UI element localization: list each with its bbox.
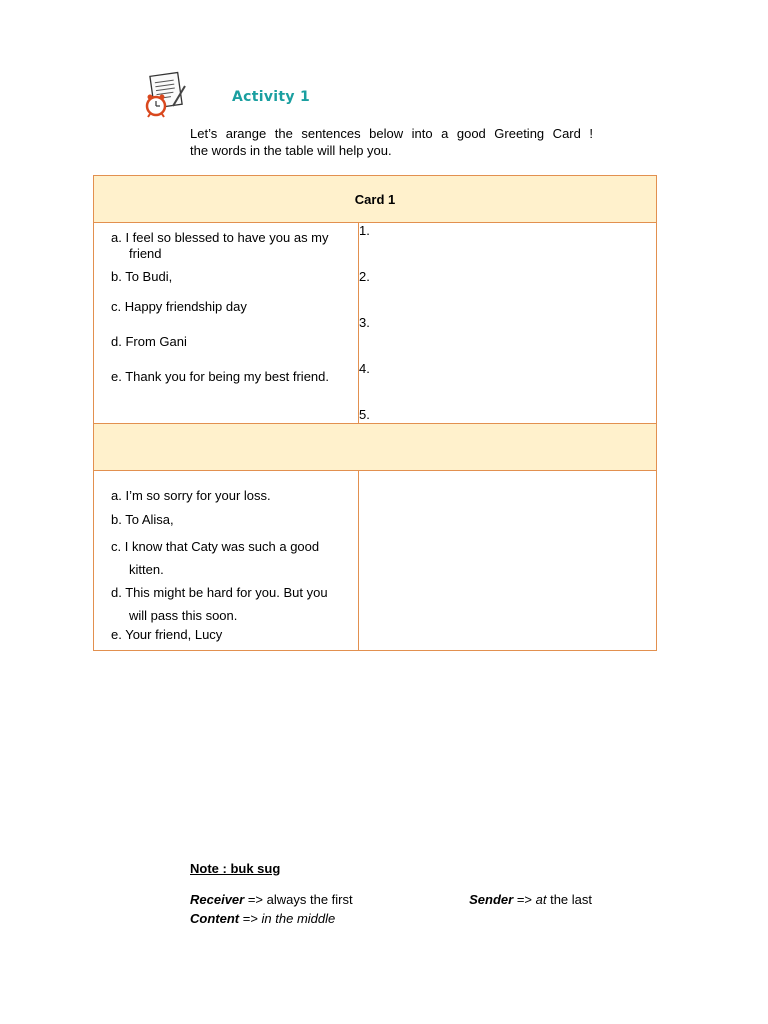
- note-label: Note : buk sug: [190, 861, 281, 876]
- instruction-line-2: the words in the table will help you.: [190, 143, 392, 158]
- greeting-card-table: [93, 175, 657, 651]
- answer-number-4: 4.: [359, 361, 370, 376]
- note-content: Content => in the middle: [190, 911, 336, 926]
- receiver-label: Receiver: [190, 892, 245, 907]
- card-2-answer-area[interactable]: [359, 471, 657, 651]
- answer-number-5: 5.: [359, 407, 370, 422]
- card-1-sentence-d: d. From Gani: [111, 334, 187, 349]
- note-receiver-sender: [190, 892, 592, 907]
- card-2-sentence-e: e. Your friend, Lucy: [111, 627, 223, 642]
- content-text: in the middle: [261, 911, 336, 926]
- card-2-sentence-d: d. This might be hard for you. But you will pass this soon.: [111, 585, 328, 623]
- answer-number-2: 2.: [359, 269, 370, 284]
- receiver-text: => always the first: [244, 892, 353, 907]
- card-1-sentence-a: a. I feel so blessed to have you as my friend: [111, 230, 329, 261]
- document-clock-icon: [140, 68, 192, 120]
- instruction-text: [190, 125, 593, 159]
- card-2-sentence-b: b. To Alisa,: [111, 512, 174, 527]
- card-2-sentence-c: c. I know that Caty was such a good kitten.: [111, 539, 320, 577]
- card-1-sentence-b: b. To Budi,: [111, 269, 173, 284]
- content-label: Content: [190, 911, 240, 926]
- sender-label: Sender: [469, 892, 514, 907]
- sender-note: Sender => at the last: [469, 892, 592, 907]
- activity-title: Activity 1: [232, 89, 310, 105]
- card-1-sentences: [94, 223, 359, 424]
- instruction-line-1: Let’s arange the sentences below into a good Greeting Card !: [190, 126, 593, 141]
- card-1-heading: Card 1: [94, 176, 657, 223]
- answer-number-3: 3.: [359, 315, 370, 330]
- card-2-heading: [94, 424, 657, 471]
- card-1-answer-area[interactable]: [359, 223, 657, 424]
- card-1-sentence-c: c. Happy friendship day: [111, 299, 247, 314]
- card-1-sentence-e: e. Thank you for being my best friend.: [111, 369, 329, 384]
- answer-number-1: 1.: [359, 223, 370, 238]
- card-2-sentence-a: a. I’m so sorry for your loss.: [111, 488, 271, 503]
- card-2-sentences: [94, 471, 359, 651]
